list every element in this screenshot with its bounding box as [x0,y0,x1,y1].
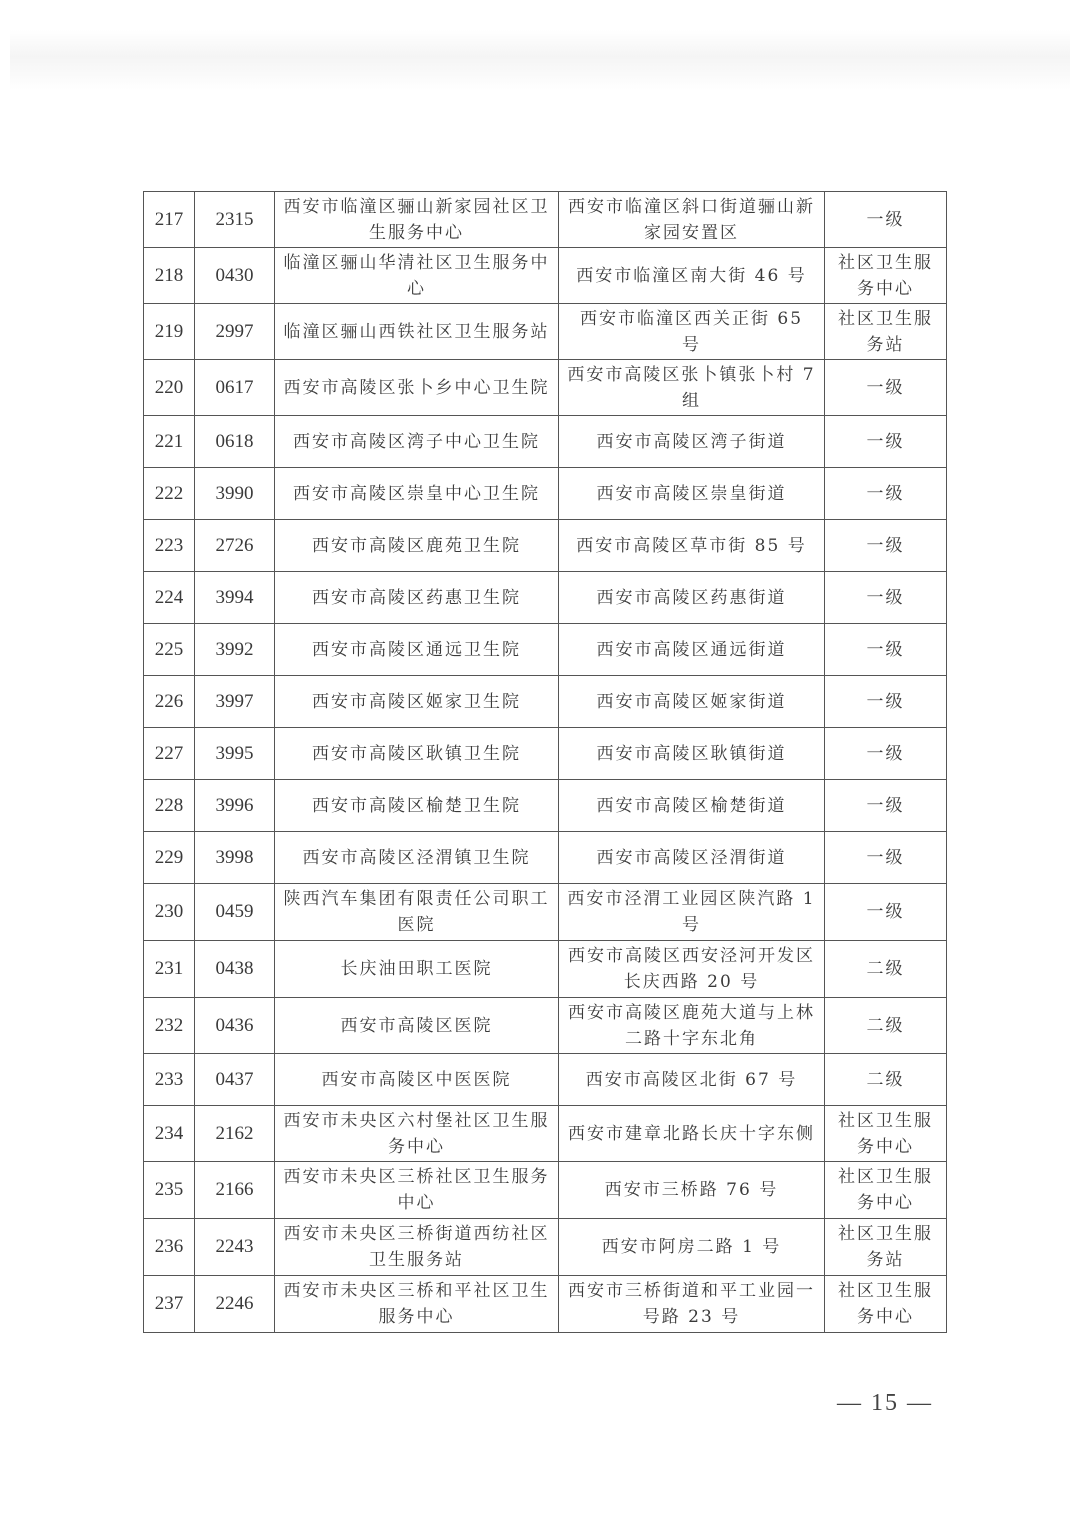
institution-name: 临潼区骊山华清社区卫生服务中心 [275,248,559,304]
institution-name: 西安市未央区三桥街道西纺社区卫生服务站 [275,1219,559,1276]
table-row [144,676,947,728]
institution-address: 西安市三桥街道和平工业园一号路 23 号 [559,1276,825,1333]
institution-address: 西安市临潼区西关正街 65 号 [559,304,825,360]
institution-address: 西安市高陵区榆楚街道 [559,780,825,832]
institution-name: 西安市高陵区张卜乡中心卫生院 [275,360,559,416]
row-number: 226 [144,676,195,728]
institution-level: 社区卫生服务中心 [825,1106,947,1162]
row-number: 235 [144,1162,195,1219]
institution-name: 西安市未央区三桥社区卫生服务中心 [275,1162,559,1219]
table-row [144,468,947,520]
row-number: 228 [144,780,195,832]
institution-level: 一级 [825,520,947,572]
institution-name: 西安市高陵区中医医院 [275,1054,559,1106]
row-number: 224 [144,572,195,624]
institution-table [143,191,947,1333]
table-row [144,1162,947,1219]
table-row [144,1106,947,1162]
institution-level: 社区卫生服务中心 [825,1162,947,1219]
institution-level: 社区卫生服务站 [825,304,947,360]
institution-level: 一级 [825,676,947,728]
institution-code: 0430 [195,248,275,304]
row-number: 227 [144,728,195,780]
table-row [144,728,947,780]
institution-address: 西安市建章北路长庆十字东侧 [559,1106,825,1162]
institution-name: 西安市高陵区医院 [275,998,559,1054]
institution-name: 西安市高陵区药惠卫生院 [275,572,559,624]
table-row [144,1219,947,1276]
institution-level: 一级 [825,416,947,468]
institution-name: 西安市高陵区耿镇卫生院 [275,728,559,780]
institution-address: 西安市高陵区崇皇街道 [559,468,825,520]
institution-name: 临潼区骊山西铁社区卫生服务站 [275,304,559,360]
table-row [144,998,947,1054]
row-number: 220 [144,360,195,416]
table-row [144,248,947,304]
table-row [144,520,947,572]
institution-code: 2726 [195,520,275,572]
table-row [144,1054,947,1106]
institution-code: 3990 [195,468,275,520]
row-number: 231 [144,941,195,998]
institution-name: 西安市未央区六村堡社区卫生服务中心 [275,1106,559,1162]
row-number: 232 [144,998,195,1054]
institution-level: 二级 [825,1054,947,1106]
institution-level: 一级 [825,572,947,624]
row-number: 233 [144,1054,195,1106]
institution-code: 3994 [195,572,275,624]
institution-code: 3995 [195,728,275,780]
institution-name: 陕西汽车集团有限责任公司职工医院 [275,884,559,941]
institution-address: 西安市三桥路 76 号 [559,1162,825,1219]
row-number: 225 [144,624,195,676]
institution-level: 社区卫生服务中心 [825,1276,947,1333]
institution-address: 西安市高陵区湾子街道 [559,416,825,468]
institution-code: 3998 [195,832,275,884]
table-row [144,780,947,832]
institution-level: 一级 [825,192,947,248]
table-row [144,192,947,248]
institution-level: 一级 [825,468,947,520]
institution-code: 3996 [195,780,275,832]
institution-address: 西安市高陵区药惠街道 [559,572,825,624]
institution-address: 西安市高陵区通远街道 [559,624,825,676]
institution-name: 西安市高陵区榆楚卫生院 [275,780,559,832]
institution-level: 社区卫生服务站 [825,1219,947,1276]
institution-level: 一级 [825,832,947,884]
institution-code: 0617 [195,360,275,416]
institution-address: 西安市阿房二路 1 号 [559,1219,825,1276]
institution-code: 0436 [195,998,275,1054]
row-number: 223 [144,520,195,572]
row-number: 230 [144,884,195,941]
institution-level: 社区卫生服务中心 [825,248,947,304]
institution-code: 0438 [195,941,275,998]
row-number: 222 [144,468,195,520]
table-row [144,1276,947,1333]
institution-level: 一级 [825,728,947,780]
table-row [144,304,947,360]
table-row [144,572,947,624]
institution-address: 西安市高陵区泾渭街道 [559,832,825,884]
institution-code: 0459 [195,884,275,941]
institution-code: 2246 [195,1276,275,1333]
institution-level: 二级 [825,941,947,998]
institution-code: 0618 [195,416,275,468]
institution-code: 2997 [195,304,275,360]
institution-name: 西安市高陵区姬家卫生院 [275,676,559,728]
row-number: 217 [144,192,195,248]
institution-address: 西安市高陵区草市街 85 号 [559,520,825,572]
table-row [144,884,947,941]
table-row [144,360,947,416]
row-number: 219 [144,304,195,360]
row-number: 218 [144,248,195,304]
institution-code: 0437 [195,1054,275,1106]
institution-name: 西安市临潼区骊山新家园社区卫生服务中心 [275,192,559,248]
institution-address: 西安市高陵区北街 67 号 [559,1054,825,1106]
table-row [144,832,947,884]
table-row [144,624,947,676]
institution-address: 西安市高陵区西安泾河开发区长庆西路 20 号 [559,941,825,998]
scan-shadow [10,30,1070,90]
institution-level: 二级 [825,998,947,1054]
table-row [144,941,947,998]
institution-name: 西安市高陵区泾渭镇卫生院 [275,832,559,884]
institution-level: 一级 [825,884,947,941]
institution-code: 2243 [195,1219,275,1276]
institution-code: 3992 [195,624,275,676]
institution-name: 西安市未央区三桥和平社区卫生服务中心 [275,1276,559,1333]
institution-name: 西安市高陵区鹿苑卫生院 [275,520,559,572]
table-row [144,416,947,468]
institution-address: 西安市临潼区斜口街道骊山新家园安置区 [559,192,825,248]
row-number: 237 [144,1276,195,1333]
institution-code: 2162 [195,1106,275,1162]
institution-name: 西安市高陵区崇皇中心卫生院 [275,468,559,520]
institution-code: 2166 [195,1162,275,1219]
institution-address: 西安市泾渭工业园区陕汽路 1 号 [559,884,825,941]
row-number: 221 [144,416,195,468]
row-number: 234 [144,1106,195,1162]
institution-address: 西安市高陵区张卜镇张卜村 7 组 [559,360,825,416]
institution-address: 西安市高陵区姬家街道 [559,676,825,728]
institution-level: 一级 [825,360,947,416]
page-number: — 15 — [837,1390,933,1416]
institution-level: 一级 [825,780,947,832]
institution-code: 3997 [195,676,275,728]
institution-address: 西安市高陵区耿镇街道 [559,728,825,780]
institution-name: 西安市高陵区通远卫生院 [275,624,559,676]
institution-address: 西安市临潼区南大街 46 号 [559,248,825,304]
institution-address: 西安市高陵区鹿苑大道与上林二路十字东北角 [559,998,825,1054]
row-number: 236 [144,1219,195,1276]
institution-code: 2315 [195,192,275,248]
row-number: 229 [144,832,195,884]
institution-level: 一级 [825,624,947,676]
institution-name: 西安市高陵区湾子中心卫生院 [275,416,559,468]
institution-name: 长庆油田职工医院 [275,941,559,998]
